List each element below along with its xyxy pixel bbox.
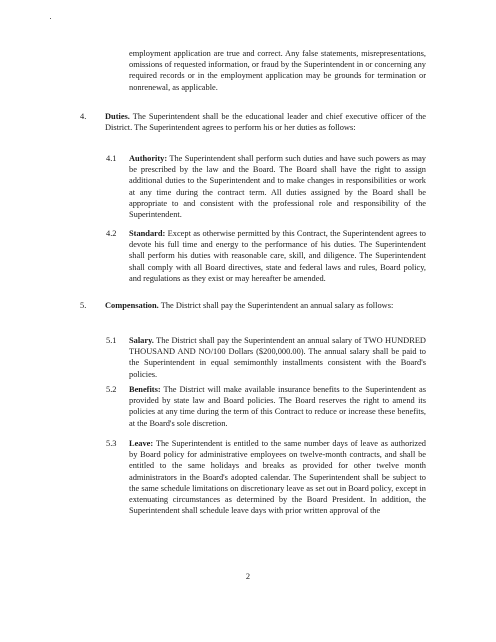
section-4 [80, 111, 426, 133]
subsection-text: The Superintendent shall perform such duties and have such powers as may be prescribed by the law and the Board. The Board shall have the right to assign additional duties to the Superintendent and to make changes in responsibilities or work at any time during the contract term. All duties assigned by the Board shall be appropriate to and consistent with the professional role and responsibility of the Superintendent. [129, 154, 426, 220]
subsection-heading: Leave: [129, 439, 154, 448]
subsection-number: 4.2 [106, 229, 117, 238]
subsection-heading: Salary. [129, 336, 154, 345]
subsection-text: The Superintendent is entitled to the same number days of leave as authorized by Board policy for administrative employees on twelve-month contracts, and shall be entitled to the same holidays and breaks as provided for other twelve month administrators in the Board's adopted calendar. The Superintendent shall be subject to the same schedule limitations on discretionary leave as set out in Board policy, except in extenuating circumstances as determined by the Board President. In addition, the Superintendent shall schedule leave days with prior written approval of the [129, 439, 426, 516]
section-text: The District shall pay the Superintendent an annual salary as follows: [160, 301, 394, 310]
subsection-text: Except as otherwise permitted by this Contract, the Superintendent agrees to devote his full time and energy to the performance of his duties. The Superintendent shall perform his duties with reasonable care, skill, and diligence. The Superintendent shall comply with all Board directives, state and federal laws and rules, Board policy, and regulations as they exist or may hereafter be amended. [129, 229, 426, 283]
section-5 [80, 300, 426, 311]
section-number: 4. [80, 112, 87, 121]
subsection-text: The District will make available insurance benefits to the Superintendent as provided by state law and Board policies. The Board reserves the right to amend its policies at any time during the term of this Contract to reduce or increase these benefits, at the Board's sole discretion. [129, 385, 426, 428]
continuation-paragraph: employment application are true and correct. Any false statements, misrepresentations, omissions of requested information, or fraud by the Superintendent in or concerning any required records or in the employment application may be grounds for termination or nonrenewal, as applicable. [129, 49, 426, 92]
subsection-5-3 [106, 438, 426, 516]
subsection-number: 5.1 [106, 336, 117, 345]
page-number: 2 [245, 572, 251, 581]
subsection-5-1 [106, 335, 426, 380]
section-text: The Superintendent shall be the educational leader and chief executive officer of the District. The Superintendent agrees to perform his or her duties as follows: [105, 112, 426, 133]
subsection-number: 4.1 [106, 154, 117, 163]
scan-speck [50, 18, 51, 19]
subsection-4-2 [106, 228, 426, 284]
subsection-5-2 [106, 384, 426, 429]
subsection-heading: Authority: [129, 154, 168, 163]
subsection-number: 5.3 [106, 439, 117, 448]
subsection-heading: Benefits: [129, 385, 161, 394]
subsection-text: The District shall pay the Superintendent an annual salary of TWO HUNDRED THOUSAND AND NO/100 Dollars ($200,000.00). The annual salary shall be paid to the Superintendent in equal semimonthly installments consistent with the Board's policies. [129, 336, 426, 379]
section-heading: Compensation. [105, 301, 159, 310]
subsection-number: 5.2 [106, 385, 117, 394]
subsection-heading: Standard: [129, 229, 166, 238]
section-heading: Duties. [105, 112, 130, 121]
subsection-4-1 [106, 153, 426, 220]
section-number: 5. [80, 301, 87, 310]
